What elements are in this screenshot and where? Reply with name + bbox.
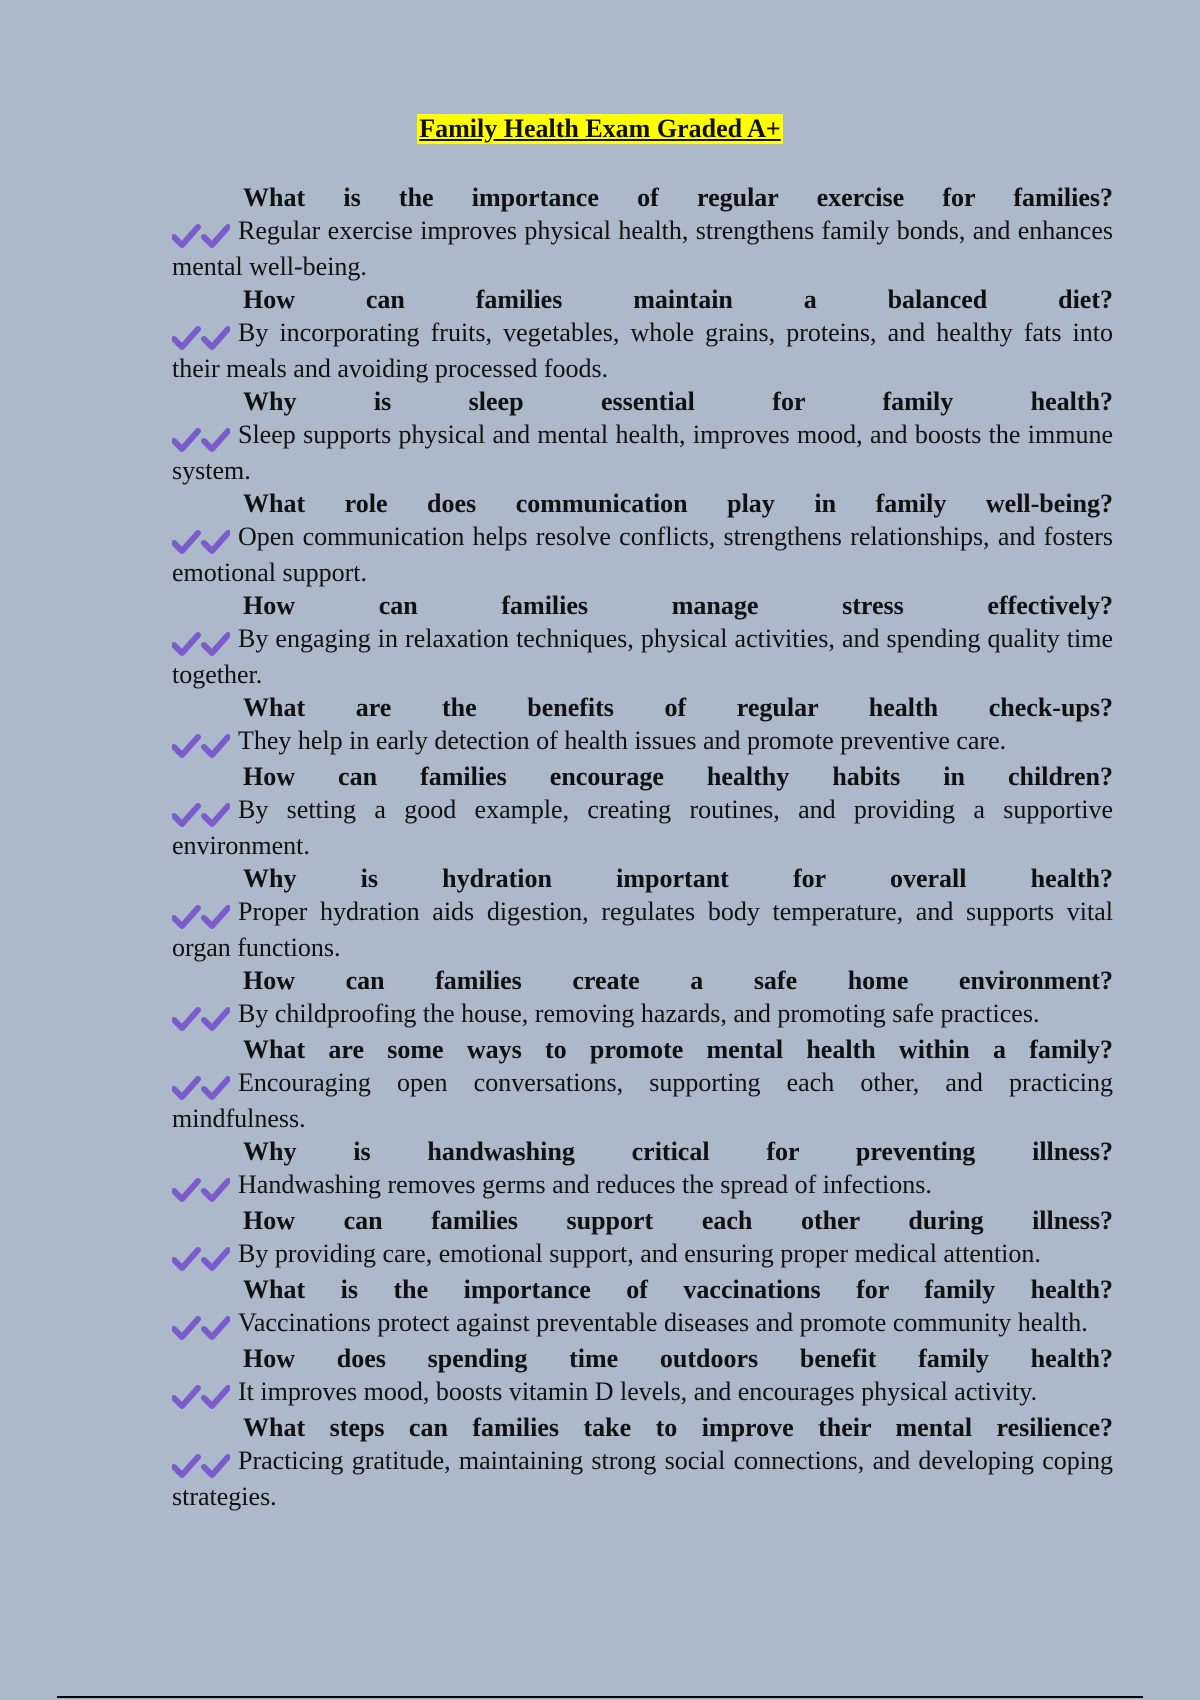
question <box>243 1204 1113 1237</box>
answer-text: Open communication helps resolve conflicts, strengthens relationships, and fosters emotional support. <box>172 522 1113 587</box>
question-text: How can families maintain a balanced diet? <box>243 285 1113 314</box>
qa-item <box>172 1135 1113 1204</box>
answer-text: Regular exercise improves physical health, strengthens family bonds, and enhances mental well-being. <box>172 216 1113 281</box>
question-text: How can families support each other during illness? <box>243 1206 1113 1235</box>
question-text: What role does communication play in family well-being? <box>243 489 1113 518</box>
answer <box>172 622 1113 691</box>
question <box>243 862 1113 895</box>
double-check-icon <box>172 727 230 760</box>
answer <box>172 895 1113 964</box>
qa-item <box>172 487 1113 589</box>
double-check-icon <box>172 1378 230 1411</box>
qa-item <box>172 385 1113 487</box>
double-check-icon <box>172 1000 230 1033</box>
question <box>243 691 1113 724</box>
question-text: Why is sleep essential for family health? <box>243 387 1113 416</box>
question-text: What is the importance of vaccinations for family health? <box>243 1275 1113 1304</box>
double-check-icon <box>172 319 230 352</box>
question-text: Why is hydration important for overall health? <box>243 864 1113 893</box>
qa-item <box>172 283 1113 385</box>
qa-item <box>172 964 1113 1033</box>
answer-text: They help in early detection of health issues and promote preventive care. <box>238 726 1007 755</box>
answer-text: Practicing gratitude, maintaining strong social connections, and developing coping strategies. <box>172 1446 1113 1511</box>
answer-text: Vaccinations protect against preventable diseases and promote community health. <box>238 1308 1088 1337</box>
answer-text: Encouraging open conversations, supporting each other, and practicing mindfulness. <box>172 1068 1113 1133</box>
question-text: How can families encourage healthy habits in children? <box>243 762 1113 791</box>
answer <box>172 1375 1113 1411</box>
answer-text: It improves mood, boosts vitamin D levels, and encourages physical activity. <box>238 1377 1038 1406</box>
qa-item <box>172 1204 1113 1273</box>
answer <box>172 1444 1113 1513</box>
question <box>243 1033 1113 1066</box>
answer <box>172 1237 1113 1273</box>
qa-item <box>172 1033 1113 1135</box>
double-check-icon <box>172 1171 230 1204</box>
double-check-icon <box>172 523 230 556</box>
question <box>243 1342 1113 1375</box>
qa-item <box>172 589 1113 691</box>
answer-text: By providing care, emotional support, and ensuring proper medical attention. <box>238 1239 1041 1268</box>
answer-text: Sleep supports physical and mental health, improves mood, and boosts the immune system. <box>172 420 1113 485</box>
answer <box>172 214 1113 283</box>
question-text: How does spending time outdoors benefit family health? <box>243 1344 1113 1373</box>
question <box>243 385 1113 418</box>
double-check-icon <box>172 1069 230 1102</box>
question-text: What steps can families take to improve their mental resilience? <box>243 1413 1113 1442</box>
qa-item <box>172 862 1113 964</box>
answer-text: Proper hydration aids digestion, regulates body temperature, and supports vital organ functions. <box>172 897 1113 962</box>
question <box>243 1411 1113 1444</box>
qa-item <box>172 1342 1113 1411</box>
double-check-icon <box>172 1309 230 1342</box>
question-text: What are the benefits of regular health check-ups? <box>243 693 1113 722</box>
question <box>243 760 1113 793</box>
answer <box>172 316 1113 385</box>
double-check-icon <box>172 898 230 931</box>
question <box>243 1273 1113 1306</box>
question-text: What is the importance of regular exercise for families? <box>243 183 1113 212</box>
page-title: Family Health Exam Graded A+ <box>419 114 781 143</box>
question <box>243 283 1113 316</box>
double-check-icon <box>172 1447 230 1480</box>
double-check-icon <box>172 217 230 250</box>
answer <box>172 793 1113 862</box>
question-text: What are some ways to promote mental health within a family? <box>243 1035 1113 1064</box>
double-check-icon <box>172 1240 230 1273</box>
double-check-icon <box>172 625 230 658</box>
answer <box>172 520 1113 589</box>
question <box>243 487 1113 520</box>
question <box>243 964 1113 997</box>
answer <box>172 1306 1113 1342</box>
answer <box>172 724 1113 760</box>
question-text: Why is handwashing critical for preventing illness? <box>243 1137 1113 1166</box>
question <box>243 1135 1113 1168</box>
answer <box>172 418 1113 487</box>
answer-text: By engaging in relaxation techniques, physical activities, and spending quality time together. <box>172 624 1113 689</box>
double-check-icon <box>172 796 230 829</box>
question <box>243 181 1113 214</box>
answer <box>172 1066 1113 1135</box>
qa-item <box>172 1273 1113 1342</box>
answer-text: Handwashing removes germs and reduces the spread of infections. <box>238 1170 932 1199</box>
footer-divider <box>57 1696 1143 1698</box>
question <box>243 589 1113 622</box>
answer-text: By incorporating fruits, vegetables, whole grains, proteins, and healthy fats into their meals and avoiding processed foods. <box>172 318 1113 383</box>
qa-item <box>172 1411 1113 1513</box>
answer-text: By setting a good example, creating routines, and providing a supportive environment. <box>172 795 1113 860</box>
answer <box>172 997 1113 1033</box>
question-answer-list <box>172 181 1113 1513</box>
question-text: How can families manage stress effectively? <box>243 591 1113 620</box>
double-check-icon <box>172 421 230 454</box>
qa-item <box>172 760 1113 862</box>
page-title-container <box>0 114 1200 144</box>
question-text: How can families create a safe home environment? <box>243 966 1113 995</box>
answer-text: By childproofing the house, removing hazards, and promoting safe practices. <box>238 999 1040 1028</box>
qa-item <box>172 691 1113 760</box>
answer <box>172 1168 1113 1204</box>
qa-item <box>172 181 1113 283</box>
